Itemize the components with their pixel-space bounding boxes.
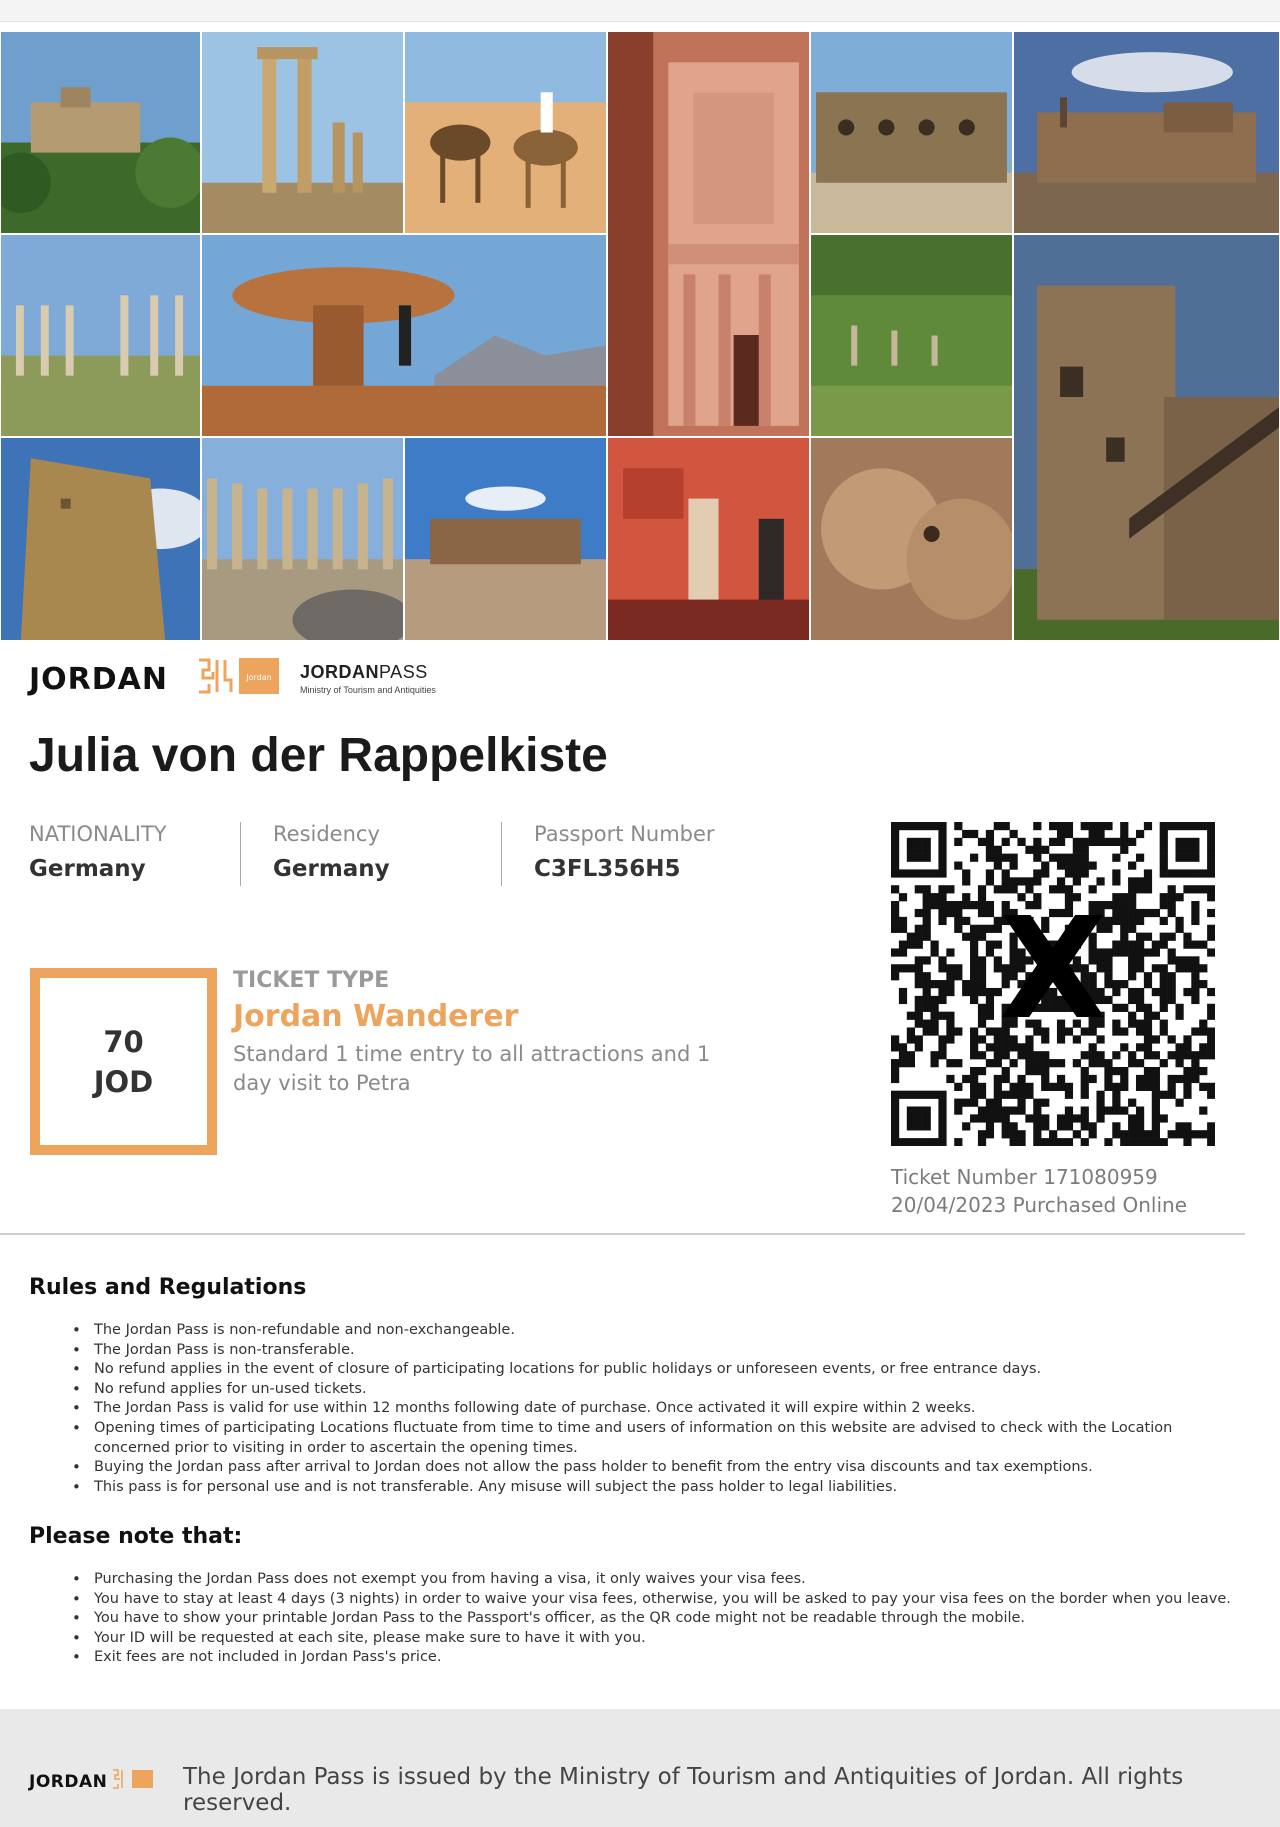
list-item: • Opening times of participating Locations fluctuate from time to time and users of information on this website are advised to check with the Location concerned prior to visiting in order to ascertain the opening times. <box>72 1419 1252 1458</box>
list-item: • No refund applies in the event of closure of participating locations for public holidays or unforeseen events, or free entrance days. <box>72 1360 1252 1380</box>
list-item: • You have to stay at least 4 days (3 nights) in order to waive your visa fees, otherwise, you will be asked to pay your visa fees on the border when you leave. <box>72 1590 1252 1610</box>
temple-columns-photo <box>201 31 404 234</box>
residency-field <box>273 822 390 886</box>
jordan-logo: JORDAN <box>29 662 168 697</box>
petra-treasury-photo <box>607 31 810 437</box>
arched-ruins-photo <box>810 31 1013 234</box>
price-box <box>30 968 217 1155</box>
list-item: • You have to show your printable Jordan Pass to the Passport's officer, as the QR code might not be readable through the mobile. <box>72 1609 1252 1629</box>
list-item: • This pass is for personal use and is not transferable. Any misuse will subject the pass holder to legal liabilities. <box>72 1478 1252 1498</box>
list-item: • Buying the Jordan pass after arrival to Jordan does not allow the pass holder to benefit from the entry visa discounts and tax exemptions. <box>72 1458 1252 1478</box>
desert-fort-photo <box>404 437 607 641</box>
colonnade-photo <box>0 234 201 437</box>
passport-field <box>534 822 715 886</box>
oval-plaza-columns-photo <box>201 437 404 641</box>
residency-label: Residency <box>273 822 380 846</box>
qr-code-icon <box>891 822 1215 1146</box>
list-item: • Your ID will be requested at each site, please make sure to have it with you. <box>72 1629 1252 1649</box>
rules-title: Rules and Regulations <box>29 1275 307 1300</box>
list-item: • The Jordan Pass is non-refundable and non-exchangeable. <box>72 1321 1252 1341</box>
logo-row <box>29 652 629 698</box>
ticket-number: Ticket Number 171080959 <box>891 1165 1158 1189</box>
museum-exhibit-photo <box>607 437 810 641</box>
jordan-pass-logo: JORDANPASS Ministry of Tourism and Antiquities <box>300 662 436 695</box>
camels-desert-photo <box>404 31 607 234</box>
ticket-description: Standard 1 time entry to all attractions and 1 day visit to Petra <box>233 1042 711 1095</box>
castle-on-hill-photo <box>0 31 201 234</box>
list-item: • No refund applies for un-used tickets. <box>72 1380 1252 1400</box>
stone-fortress-photo <box>1013 234 1280 641</box>
ticket-type-label: TICKET TYPE <box>233 968 390 993</box>
ticket-type-name: Jordan Wanderer <box>233 999 519 1034</box>
list-item: • The Jordan Pass is valid for use within 12 months following date of purchase. Once activated it will expire within 2 weeks. <box>72 1399 1252 1419</box>
rules-list <box>72 1321 1252 1497</box>
green-valley-ruins-photo <box>810 234 1013 437</box>
price-amount: 70 <box>103 1024 144 1059</box>
svg-text:Jordan: Jordan <box>246 673 272 682</box>
footer-jordan-logo: JORDAN <box>29 1772 108 1792</box>
mushroom-rock-photo <box>201 234 607 437</box>
notes-title: Please note that: <box>29 1524 243 1549</box>
pass-holder-name: Julia von der Rappelkiste <box>29 729 608 782</box>
ticket-meta <box>891 1163 1187 1219</box>
divider <box>501 822 502 886</box>
sandstone-rock-photo <box>810 437 1013 641</box>
list-item: • Exit fees are not included in Jordan Pass's price. <box>72 1648 1252 1668</box>
footer-pattern-logo-icon <box>112 1768 154 1790</box>
ministry-subtitle: Ministry of Tourism and Antiquities <box>300 685 436 695</box>
divider <box>240 822 241 886</box>
purchase-date: 20/04/2023 Purchased Online <box>891 1193 1188 1217</box>
section-divider <box>0 1233 1245 1235</box>
nationality-label: NATIONALITY <box>29 822 167 846</box>
list-item: • Purchasing the Jordan Pass does not exempt you from having a visa, it only waives your visa fees. <box>72 1570 1252 1590</box>
nationality-value: Germany <box>29 856 146 882</box>
notes-list <box>72 1570 1252 1668</box>
price-currency: JOD <box>93 1064 154 1099</box>
passport-value: C3FL356H5 <box>534 856 681 882</box>
qr-overlay-mark: X <box>999 888 1107 1051</box>
list-item: • The Jordan Pass is non-transferable. <box>72 1341 1252 1361</box>
passport-label: Passport Number <box>534 822 715 846</box>
footer <box>0 1709 1280 1827</box>
residency-value: Germany <box>273 856 390 882</box>
ticket-info <box>233 968 733 1098</box>
nationality-field <box>29 822 167 886</box>
stone-tower-photo <box>0 437 201 641</box>
jordan-pattern-logo-icon <box>197 656 281 696</box>
desert-castle-photo <box>1013 31 1280 234</box>
photo-collage <box>0 31 1280 641</box>
footer-copyright: The Jordan Pass is issued by the Ministry of Tourism and Antiquities of Jordan. All rights reserved. <box>183 1764 1184 1816</box>
top-bar <box>0 0 1280 22</box>
